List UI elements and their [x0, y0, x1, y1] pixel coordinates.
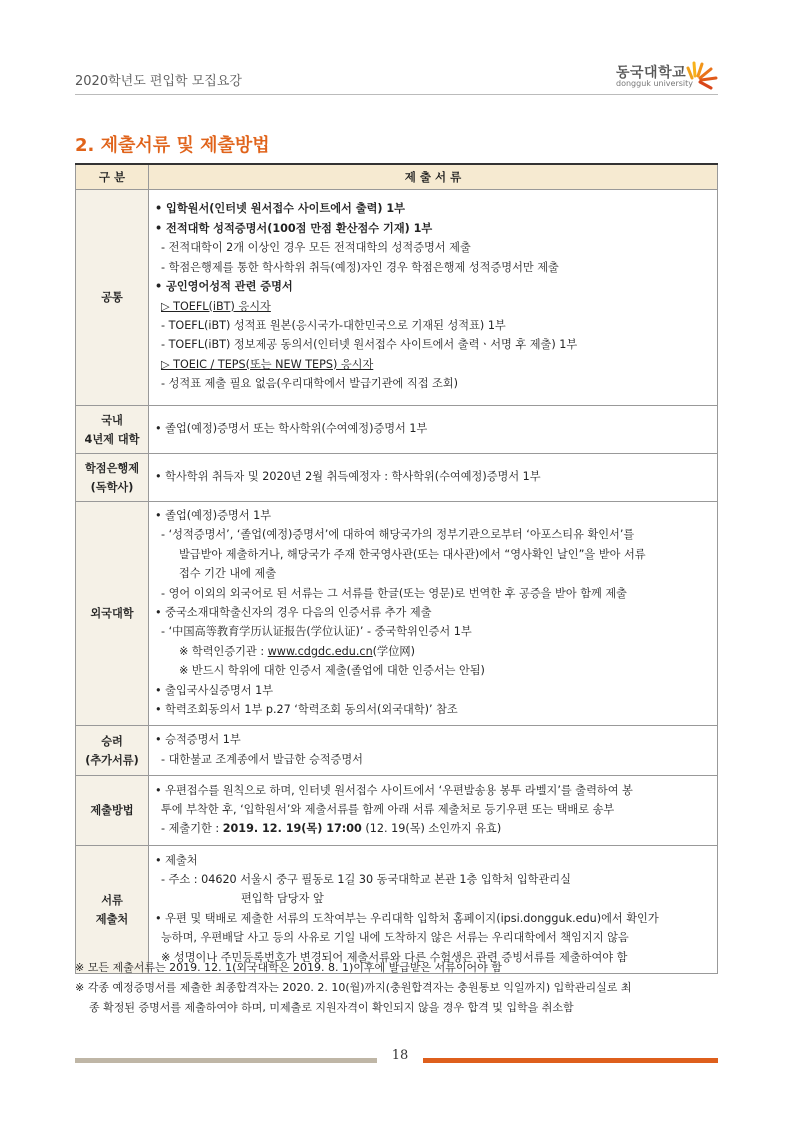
- list-item: - ‘성적증명서’, ‘졸업(예정)증명서’에 대하여 해당국가의 정부기관으로부터 ‘아포스티유 확인서’를: [161, 528, 635, 542]
- header-documents: 제 출 서 류: [149, 164, 718, 190]
- list-item: • 학력조회동의서 1부 p.27 ‘학력조회 동의서(외국대학)’ 참조: [155, 703, 458, 717]
- list-item: • 중국소재대학출신자의 경우 다음의 인증서류 추가 제출: [155, 606, 432, 620]
- content-monk: [149, 726, 718, 776]
- footer-bar-left: [75, 1058, 377, 1063]
- list-item: • 제출처: [155, 853, 198, 867]
- category-domestic: [76, 406, 149, 454]
- list-item: • 졸업(예정)증명서 또는 학사학위(수여예정)증명서 1부: [155, 421, 428, 435]
- content-domestic: [149, 406, 718, 454]
- list-item: • 우편접수를 원칙으로 하며, 인터넷 원서접수 사이트에서 ‘우편발송용 봉투 라벨지’를 출력하여 봉: [155, 783, 633, 797]
- category-line: 4년제 대학: [84, 432, 140, 446]
- logo-korean-text: 동국대학교: [616, 65, 687, 81]
- list-item: • 출입국사실증명서 1부: [155, 683, 274, 697]
- list-item: - 주소 : 04620 서울시 중구 필동로 1길 30 동국대학교 본관 1층 입학처 입학관리실: [161, 872, 571, 886]
- category-place: [76, 846, 149, 974]
- dongguk-burst-logo-icon: [686, 60, 720, 90]
- table-row-domestic: [76, 406, 718, 454]
- footnotes: [75, 958, 725, 1018]
- list-item: - 대한불교 조계종에서 발급한 승적증명서: [161, 752, 363, 766]
- list-item: [155, 819, 711, 838]
- list-item: 접수 기간 내에 제출: [179, 567, 277, 581]
- list-item: • 승적증명서 1부: [155, 733, 241, 747]
- header-divider: [75, 94, 718, 95]
- list-item: ※ 성명이나 주민등록번호가 변경되어 제출서류와 다른 수험생은 관련 증빙서류를 제출하여야 함: [161, 950, 628, 964]
- page-number: 18: [391, 1048, 409, 1063]
- cert-agency-label: ※ 학력인증기관 :: [179, 644, 268, 658]
- list-item: - ‘中国高等教育学历认证报告(学位认证)’ - 중국학위인증서 1부: [161, 625, 472, 639]
- content-method: [149, 776, 718, 846]
- content-place: [149, 846, 718, 974]
- list-item: [155, 642, 711, 661]
- category-line: 제출처: [95, 912, 129, 926]
- list-item: 편입학 담당자 앞: [241, 892, 324, 906]
- table-header-row: [76, 164, 718, 190]
- footnote: ※ 각종 예정증명서를 제출한 최종합격자는 2020. 2. 10(월)까지(충원합격자는 충원통보 익일까지) 입학관리실로 최: [75, 981, 632, 994]
- list-item: 능하며, 우편배달 사고 등의 사유로 기일 내에 도착하지 않은 서류는 우리대학에서 책임지지 않음: [161, 931, 629, 945]
- category-line: 학점은행제: [84, 461, 140, 475]
- deadline-label: - 제출기한 :: [161, 822, 223, 836]
- list-item: ▷ TOEIC / TEPS(또는 NEW TEPS) 응시자: [161, 357, 374, 371]
- cert-agency-link[interactable]: www.cdgdc.edu.cn: [267, 644, 373, 658]
- deadline-value: 2019. 12. 19(목) 17:00: [222, 822, 362, 836]
- list-item: - 전적대학이 2개 이상인 경우 모든 전적대학의 성적증명서 제출: [161, 241, 471, 255]
- list-item: • 우편 및 택배로 제출한 서류의 도착여부는 우리대학 입학처 홈페이지(ipsi.dongguk.edu)에서 확인가: [155, 911, 659, 925]
- university-logo: [604, 60, 719, 92]
- table-row-place: [76, 846, 718, 974]
- list-item: • 입학원서(인터넷 원서접수 사이트에서 출력) 1부: [155, 202, 405, 216]
- submission-documents-table: [75, 163, 718, 974]
- list-item: 투에 부착한 후, ‘입학원서’와 제출서류를 함께 아래 서류 제출처로 등기우편 또는 택배로 송부: [161, 803, 615, 817]
- list-item: • 학사학위 취득자 및 2020년 2월 취득예정자 : 학사학위(수여예정)증명서 1부: [155, 469, 541, 483]
- cert-agency-suffix: (学位网): [372, 644, 415, 658]
- category-method: 제출방법: [76, 776, 149, 846]
- list-item: ▷ TOEFL(iBT) 응시자: [161, 299, 271, 313]
- table-row-monk: [76, 726, 718, 776]
- table-row-credit-bank: [76, 454, 718, 502]
- category-common: 공통: [76, 190, 149, 406]
- list-item: • 졸업(예정)증명서 1부: [155, 509, 272, 522]
- deadline-note: (12. 19(목) 소인까지 유효): [361, 822, 502, 836]
- list-item: • 공인영어성적 관련 증명서: [155, 280, 293, 294]
- header-category: 구 분: [76, 164, 149, 190]
- footnote: 종 확정된 증명서를 제출하여야 하며, 미제출로 지원자격이 확인되지 않을 경우 합격 및 입학을 취소함: [89, 1001, 574, 1014]
- document-header-title: 2020학년도 편입학 모집요강: [75, 74, 242, 89]
- category-line: (추가서류): [85, 753, 139, 767]
- table-row-method: [76, 776, 718, 846]
- footer-bar-right: [423, 1058, 718, 1063]
- category-foreign: 외국대학: [76, 502, 149, 726]
- list-item: • 전적대학 성적증명서(100점 만점 환산점수 기재) 1부: [155, 221, 433, 235]
- category-line: 승려: [101, 734, 123, 748]
- logo-english-text: dongguk university: [616, 79, 694, 88]
- content-foreign: [149, 502, 718, 726]
- category-monk: [76, 726, 149, 776]
- list-item: - TOEFL(iBT) 성적표 원본(응시국가-대한민국으로 기재된 성적표) 1부: [161, 318, 506, 332]
- table-row-foreign: [76, 502, 718, 726]
- list-item: ※ 반드시 학위에 대한 인증서 제출(졸업에 대한 인증서는 안됨): [179, 664, 485, 678]
- category-line: 국내: [101, 413, 123, 427]
- footnote: ※ 모든 제출서류는 2019. 12. 1(외국대학은 2019. 8. 1)이후에 발급받은 서류이어야 함: [75, 961, 502, 974]
- list-item: - 성적표 제출 필요 없음(우리대학에서 발급기관에 직접 조회): [161, 377, 459, 391]
- list-item: - 학점은행제를 통한 학사학위 취득(예정)자인 경우 학점은행제 성적증명서만 제출: [161, 260, 559, 274]
- list-item: - 영어 이외의 외국어로 된 서류는 그 서류를 한글(또는 영문)로 번역한 후 공증을 받아 함께 제출: [161, 586, 627, 600]
- category-credit-bank: [76, 454, 149, 502]
- category-line: (독학사): [90, 480, 134, 494]
- table-row-common: [76, 190, 718, 406]
- content-common: [149, 190, 718, 406]
- content-credit-bank: [149, 454, 718, 502]
- category-line: 서류: [101, 893, 123, 907]
- list-item: - TOEFL(iBT) 정보제공 동의서(인터넷 원서접수 사이트에서 출력ㆍ서명 후 제출) 1부: [161, 338, 578, 352]
- section-title: 2. 제출서류 및 제출방법: [75, 135, 270, 156]
- list-item: 발급받아 제출하거나, 해당국가 주재 한국영사관(또는 대사관)에서 “영사확인 날인”을 받아 서류: [179, 547, 646, 561]
